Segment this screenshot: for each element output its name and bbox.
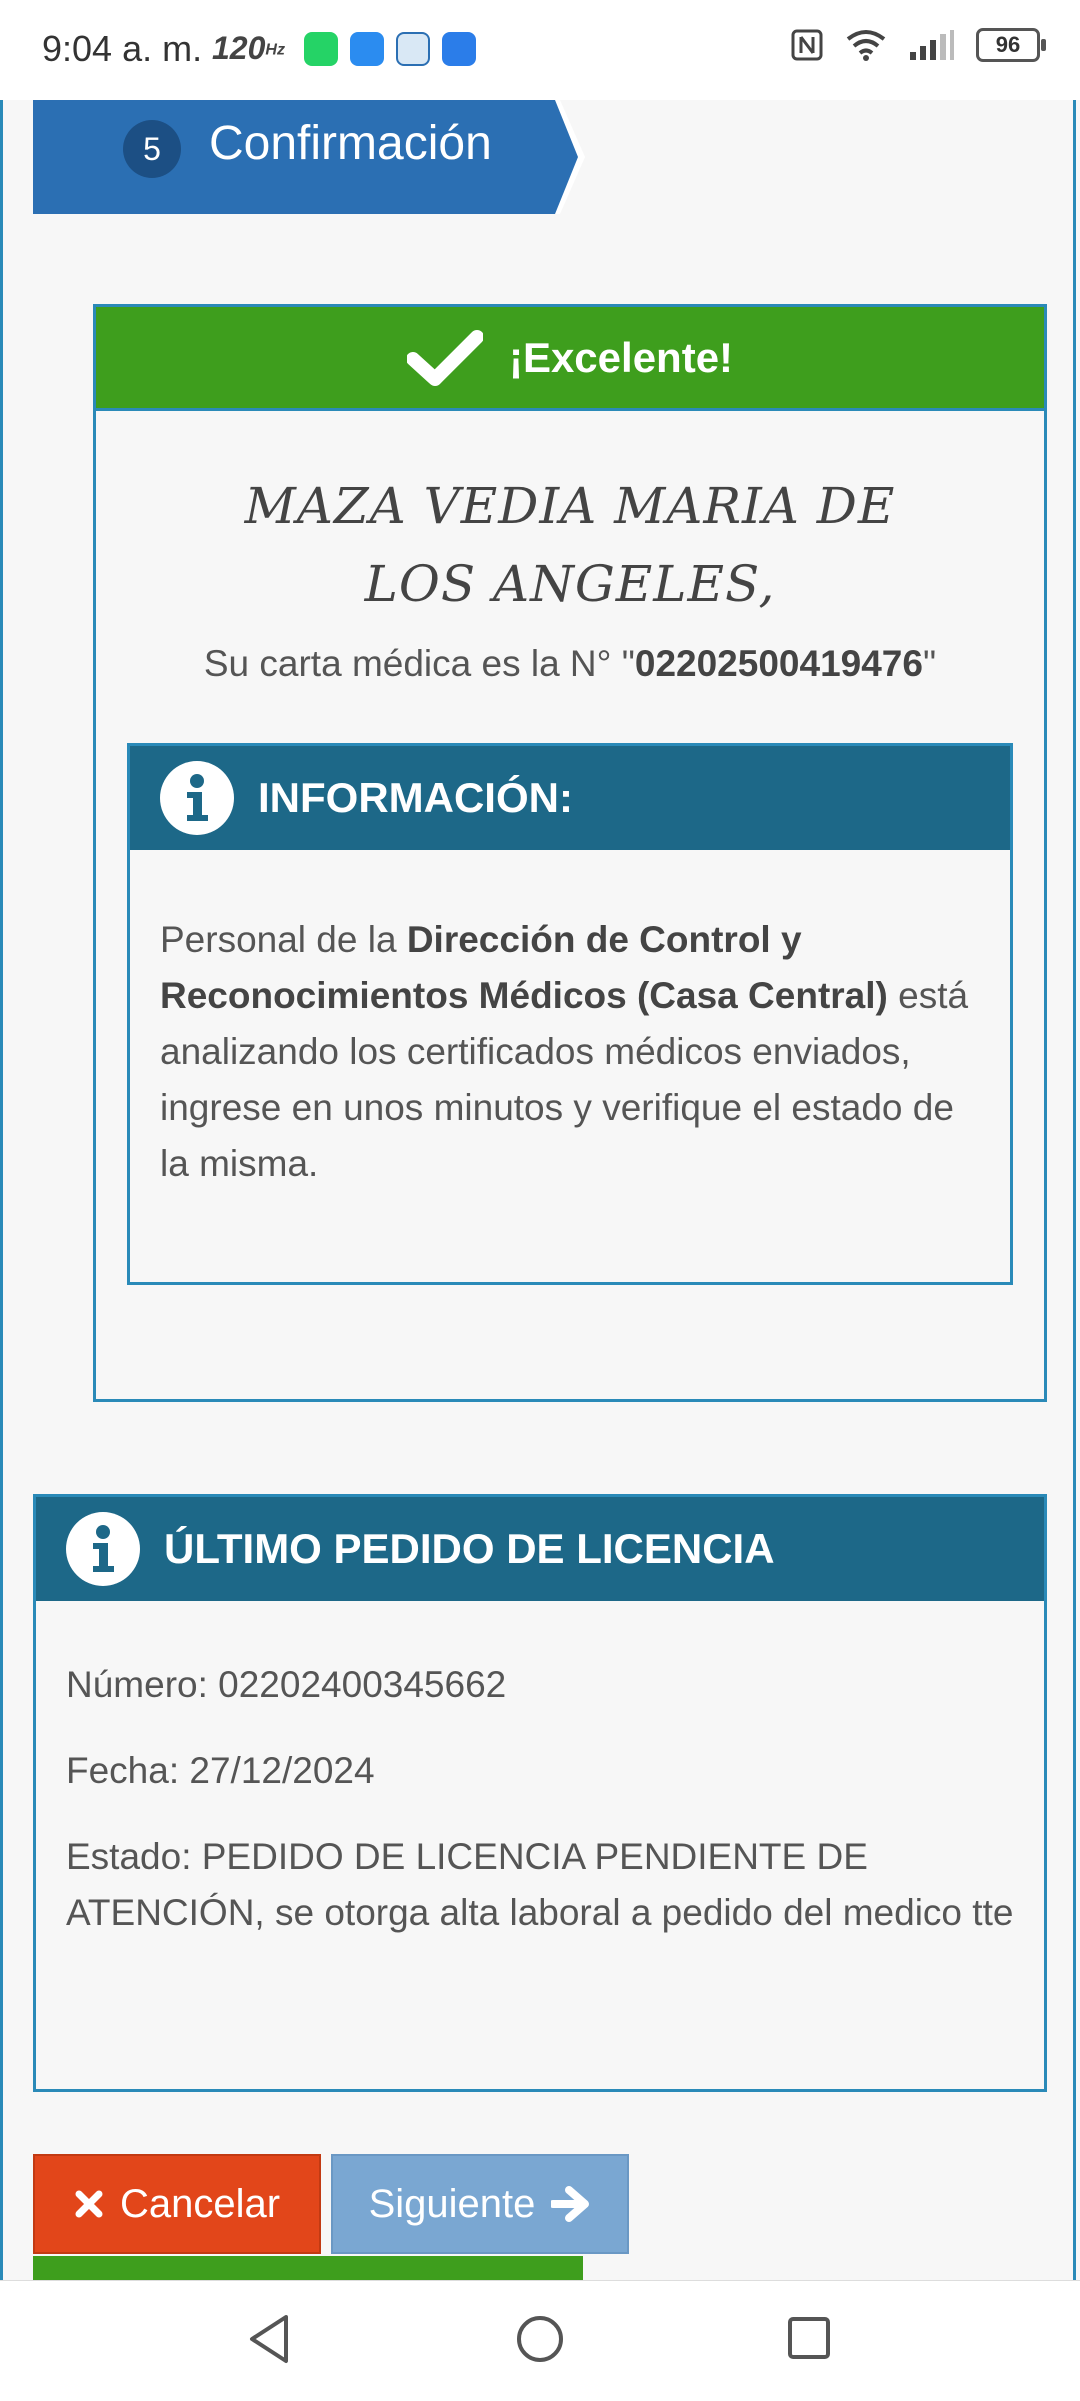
battery-icon: 96: [976, 28, 1040, 62]
signal-icon: [908, 30, 954, 60]
whatsapp-icon: [304, 32, 338, 66]
wifi-icon: [846, 29, 886, 61]
home-icon[interactable]: [514, 2311, 566, 2367]
refresh-rate-indicator: 120Hz: [212, 30, 285, 66]
cancel-button[interactable]: [33, 2154, 321, 2254]
license-number: Número: 02202400345662: [66, 1664, 507, 1705]
notification-icons: [304, 32, 476, 66]
step-tab: [33, 100, 585, 214]
mail-icon: [442, 32, 476, 66]
information-text-bold: Dirección de Control y Reconocimientos Médicos (Casa Central): [160, 919, 888, 1016]
information-panel: [127, 743, 1013, 1285]
app-icon: [396, 32, 430, 66]
success-title: ¡Excelente!: [508, 333, 734, 381]
success-panel: [93, 304, 1047, 1402]
close-icon: [74, 2189, 104, 2219]
checkmark-icon: [407, 329, 483, 387]
information-text-start: Personal de la: [160, 919, 407, 960]
carta-prefix: Su carta médica es la N° ": [203, 643, 635, 684]
carta-suffix: ": [922, 643, 937, 684]
license-date: Fecha: 27/12/2024: [66, 1750, 375, 1791]
status-time: 9:04 a. m.: [42, 28, 203, 69]
carta-medica-line: [96, 643, 1044, 685]
patient-name: [96, 467, 1044, 623]
recents-icon[interactable]: [786, 2311, 832, 2367]
information-header: [130, 746, 1010, 850]
license-status: Estado: PEDIDO DE LICENCIA PENDIENTE DE ATENCIÓN, se otorga alta laboral a pedido del medico tte: [66, 1836, 1014, 1933]
step-title: Confirmación: [209, 117, 492, 170]
messages-icon: [350, 32, 384, 66]
cancel-button-label: Cancelar: [119, 2181, 281, 2226]
arrow-right-icon: [551, 2186, 591, 2222]
patient-name-text: MAZA VEDIA MARIA DE LOS ANGELES,: [244, 477, 896, 613]
information-text: [160, 912, 990, 1192]
navigation-bar: [0, 2280, 1080, 2401]
back-icon[interactable]: [246, 2311, 292, 2367]
last-license-panel: [33, 1494, 1047, 2092]
carta-number: 02202500419476: [634, 643, 923, 684]
info-icon: [160, 761, 234, 835]
success-header: [96, 307, 1044, 411]
information-text-end: está analizando los certificados médicos enviados, ingrese en unos minutos y verifique el estado de la misma.: [160, 975, 969, 1184]
status-bar: [0, 0, 1080, 100]
last-license-header: [36, 1497, 1044, 1601]
info-icon: [66, 1512, 140, 1586]
information-title: INFORMACIÓN:: [258, 774, 573, 821]
refresh-rate-value: 120: [212, 30, 266, 66]
step-number: 5: [123, 120, 181, 178]
next-button[interactable]: [331, 2154, 629, 2254]
system-indicators: [790, 28, 1040, 62]
next-button-label: Siguiente: [368, 2181, 536, 2226]
nfc-icon: [790, 28, 824, 62]
last-license-title: ÚLTIMO PEDIDO DE LICENCIA: [164, 1525, 775, 1572]
